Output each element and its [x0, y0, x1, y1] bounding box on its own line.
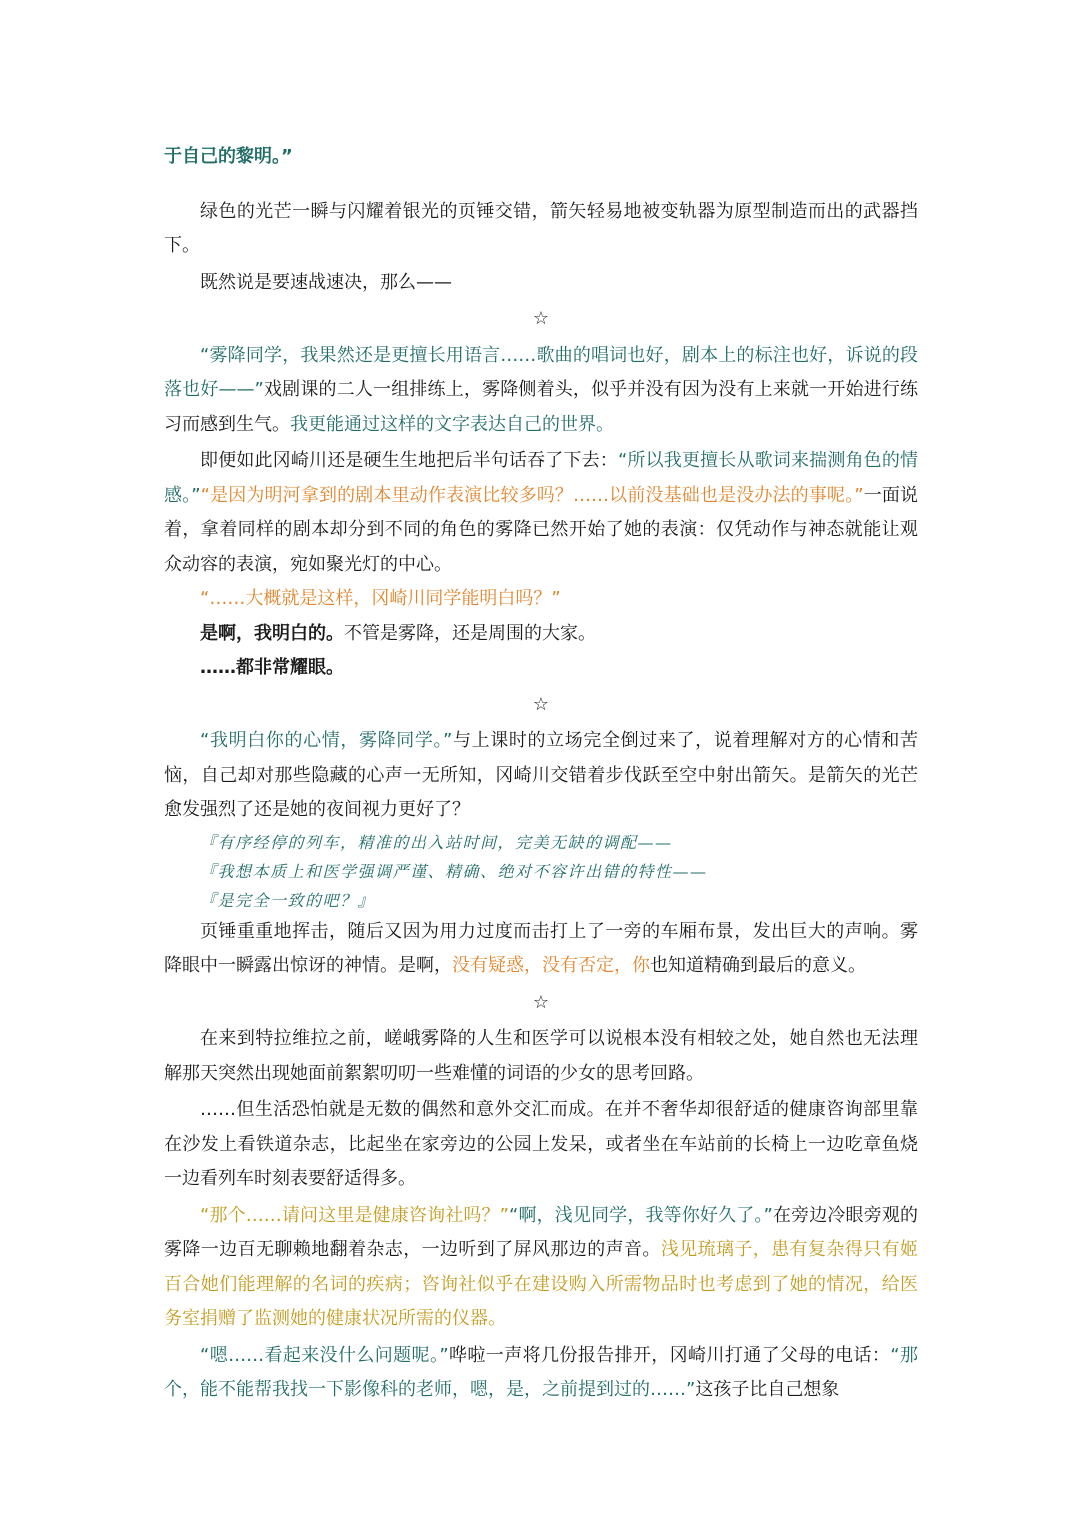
paragraph-script-performance [164, 444, 918, 582]
lyric-line-medicine-precision [164, 857, 918, 886]
paragraph-before-travira [164, 1022, 918, 1091]
text-segment: “我明白你的心情，雾降同学。” [200, 730, 453, 751]
text-segment: ☆ [532, 991, 550, 1013]
text-segment: 我更能通过这样的文字表达自己的世界。 [290, 413, 614, 435]
text-segment: 在旁边冷眼旁观的雾降一边百无聊赖地翻着杂志，一边听到了屏风那边的声音。 [164, 1204, 918, 1260]
text-segment: 『我想本质上和医学强调严谨、精确、绝对不容许出错的特性—— [200, 861, 708, 881]
text-segment: 也知道精确到最后的意义。 [650, 955, 866, 976]
lyric-line-identical [164, 886, 918, 915]
text-segment: 这孩子比自己想象 [695, 1379, 840, 1400]
paragraph-i-understand [164, 617, 918, 652]
paragraph-hammer-strike [164, 915, 918, 984]
scene-break-star [164, 986, 918, 1021]
text-segment: 浅见琉璃子，患有复杂得只有姬百合她们能理解的名词的疾病；咨询社似乎在建设购入所需物品时也考虑到了她的情况，给医务室捐赠了监测她的健康状况所需的仪器。 [164, 1239, 919, 1329]
text-segment: 即便如此冈崎川还是硬生生地把后半句话吞了下去： [200, 450, 618, 471]
text-segment: “那个……请问这里是健康咨询社吗？” [200, 1204, 509, 1226]
text-segment: 你 [632, 955, 650, 976]
scene-break-star [164, 688, 918, 723]
paragraph-asami-visit [164, 1199, 918, 1337]
text-segment: ☆ [532, 693, 550, 715]
text-segment: 在来到特拉维拉之前，嵯峨雾降的人生和医学可以说根本没有相较之处，她自然也无法理解那天突然出现她面前絮絮叨叨一些难懂的词语的少女的思考回路。 [164, 1028, 918, 1084]
paragraph-understand-question [164, 582, 918, 617]
text-segment: “那个，能不能帮我找一下影像科的老师，嗯，是，之前提到过的……” [164, 1344, 918, 1400]
text-segment: 是啊，我明白的。 [200, 622, 344, 644]
text-segment: 戏剧课的二人一组排练上，雾降侧着头，似乎并没有因为没有上来就一开始进行练习而感到生气。 [164, 379, 918, 435]
text-segment: ……都非常耀眼。 [200, 657, 344, 678]
text-segment: 与上课时的立场完全倒过来了，说着理解对方的心情和苦恼，自己却对那些隐藏的心声一无所知，冈崎川交错着步伐跃至空中射出箭矢。是箭矢的光芒愈发强烈了还是她的夜间视力更好了？ [164, 730, 918, 820]
text-segment: “嗯……看起来没什么问题呢。” [200, 1344, 449, 1366]
text-segment: 一面说着，拿着同样的剧本却分到不同的角色的雾降已然开始了她的表演：仅凭动作与神态就能让观众动容的表演，宛如聚光灯的中心。 [164, 484, 919, 575]
text-segment: “啊，浅见同学，我等你好久了。” [508, 1204, 773, 1226]
text-segment: “……大概就是这样，冈崎川同学能明白吗？” [200, 588, 561, 609]
paragraph-opening-quote-end [164, 140, 918, 175]
paragraph-phone-call [164, 1339, 918, 1408]
text-segment: 既然说是要速战速决，那么—— [200, 271, 452, 293]
text-segment: ☆ [532, 308, 550, 329]
text-segment: “雾降同学，我果然还是更擅长用语言……歌曲的唱词也好，剧本上的标注也好，诉说的段落也好——” [164, 344, 918, 400]
paragraph-weapons-clash [164, 195, 918, 264]
text-segment: 『是完全一致的吧？』 [200, 890, 376, 910]
paragraph-quick-battle [164, 266, 918, 301]
text-segment: 不管是雾降，还是周围的大家。 [344, 622, 596, 644]
text-segment: 于自己的黎明。” [164, 146, 293, 167]
text-segment: 没有疑惑，没有否定， [452, 955, 632, 976]
text-segment: “所以我更擅长从歌词来揣测角色的情感。” [164, 450, 918, 506]
paragraph-drama-class [164, 339, 918, 443]
paragraph-dazzling [164, 651, 918, 686]
lyric-line-train-schedule [164, 828, 918, 857]
text-segment: 页锤重重地挥击，随后又因为用力过度而击打上了一旁的车厢布景，发出巨大的声响。雾降眼中一瞬露出惊讶的神情。是啊， [164, 920, 918, 976]
scene-break-star [164, 302, 918, 337]
paragraph-health-club [164, 1093, 918, 1197]
paragraph-understand-feelings [164, 724, 918, 828]
text-segment: ……但生活恐怕就是无数的偶然和意外交汇而成。在并不奢华却很舒适的健康咨询部里靠在沙发上看铁道杂志，比起坐在家旁边的公园上发呆，或者坐在车站前的长椅上一边吃章鱼烧一边看列车时刻表要舒适得多。 [164, 1099, 918, 1189]
text-segment: 『有序经停的列车，精准的出入站时间，完美无缺的调配—— [200, 832, 673, 852]
document-page [164, 140, 918, 1408]
text-segment: 哗啦一声将几份报告排开，冈崎川打通了父母的电话： [448, 1344, 891, 1366]
text-segment: “是因为明河拿到的剧本里动作表演比较多吗？……以前没基础也是没办法的事呢。” [200, 484, 864, 506]
text-segment: 绿色的光芒一瞬与闪耀着银光的页锤交错，箭矢轻易地被变轨器为原型制造而出的武器挡下。 [164, 200, 918, 256]
